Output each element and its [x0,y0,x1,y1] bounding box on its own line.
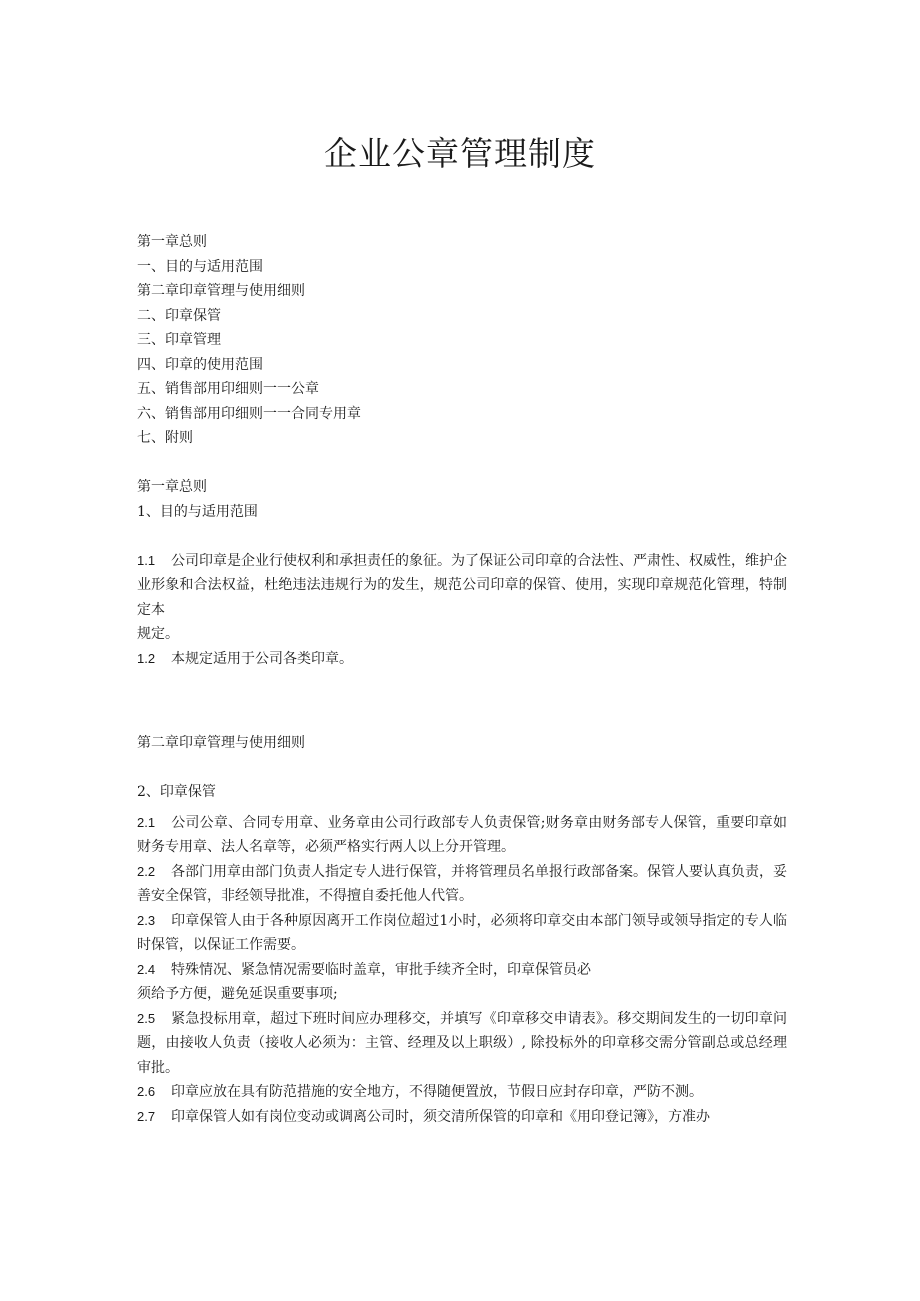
clause-text: 印章保管人如有岗位变动或调离公司时，须交清所保管的印章和《用印登记簿》，方准办 [171,1108,710,1125]
toc-item: 二、印章保管 [137,307,221,324]
clause-text-tail: 规定。 [137,626,179,642]
clause-number: 1.2 [137,650,156,666]
clause-2-7 [137,1105,787,1130]
clause-2-4 [137,958,787,1007]
toc-item: 一、目的与适用范围 [137,258,263,275]
section-heading: 1、目的与适用范围 [137,503,258,520]
toc-item: 五、销售部用印细则一一公章 [137,381,319,397]
toc-item: 第一章总则 [137,234,207,250]
document-body [137,230,787,1129]
clause-number: 1.1 [137,552,156,568]
clause-text: 特殊情况、紧急情况需要临时盖章，审批手续齐全时，印章保管员必 [171,961,591,978]
clause-2-1 [137,811,787,860]
clause-2-6 [137,1080,787,1105]
chapter-heading: 第二章印章管理与使用细则 [137,735,305,751]
clause-1-2 [137,647,787,672]
clause-2-2 [137,860,787,909]
toc-item: 四、印章的使用范围 [137,356,263,373]
toc-item: 第二章印章管理与使用细则 [137,283,305,299]
clause-number: 2.7 [137,1108,156,1124]
section-heading: 2、印章保管 [137,784,216,800]
clause-number: 2.3 [137,912,156,928]
document-title: 企业公章管理制度 [324,134,596,173]
clause-2-5 [137,1007,787,1081]
clause-text: 紧急投标用章，超过下班时间应办理移交，并填写《印章移交申请表》。移交期间发生的一切印章问题，由接收人负责（接收人必须为：主管、经理及以上职级）, 除投标外的印章移交需分管副总或总经理审批。 [137,1010,787,1076]
clause-2-3 [137,909,787,958]
clause-text-tail: 须给予方便，避免延误重要事项; [137,986,338,1002]
toc-item: 三、印章管理 [137,332,221,348]
clause-number: 2.1 [137,814,156,830]
clause-text: 各部门用章由部门负责人指定专人进行保管，并将管理员名单报行政部备案。保管人要认真负责，妥善安全保管，非经领导批准，不得擅自委托他人代管。 [137,863,787,904]
clause-text: 印章应放在具有防范措施的安全地方，不得随便置放，节假日应封存印章，严防不测。 [171,1084,703,1100]
clause-number: 2.4 [137,961,156,977]
clause-text: 公司印章是企业行使权利和承担责任的象征。为了保证公司印章的合法性、严肃性、权威性，维护企业形象和合法权益，杜绝违法违规行为的发生，规范公司印章的保管、使用，实现印章规范化管理，特制定本 [137,552,787,618]
clause-text: 本规定适用于公司各类印章。 [171,650,353,667]
clause-text: 公司公章、合同专用章、业务章由公司行政部专人负责保管;财务章由财务部专人保管，重要印章如财务专用章、法人名章等，必须严格实行两人以上分开管理。 [137,814,787,855]
chapter-heading: 第一章总则 [137,479,207,495]
clause-number: 2.5 [137,1010,156,1026]
toc-item: 七、附则 [137,430,193,446]
clause-text: 印章保管人由于各种原因离开工作岗位超过1小时，必须将印章交由本部门领导或领导指定的专人临时保管，以保证工作需要。 [137,912,787,953]
toc-item: 六、销售部用印细则一一合同专用章 [137,405,361,422]
clause-number: 2.2 [137,863,156,879]
clause-number: 2.6 [137,1084,156,1099]
clause-1-1 [137,549,787,647]
table-of-contents [137,230,787,451]
